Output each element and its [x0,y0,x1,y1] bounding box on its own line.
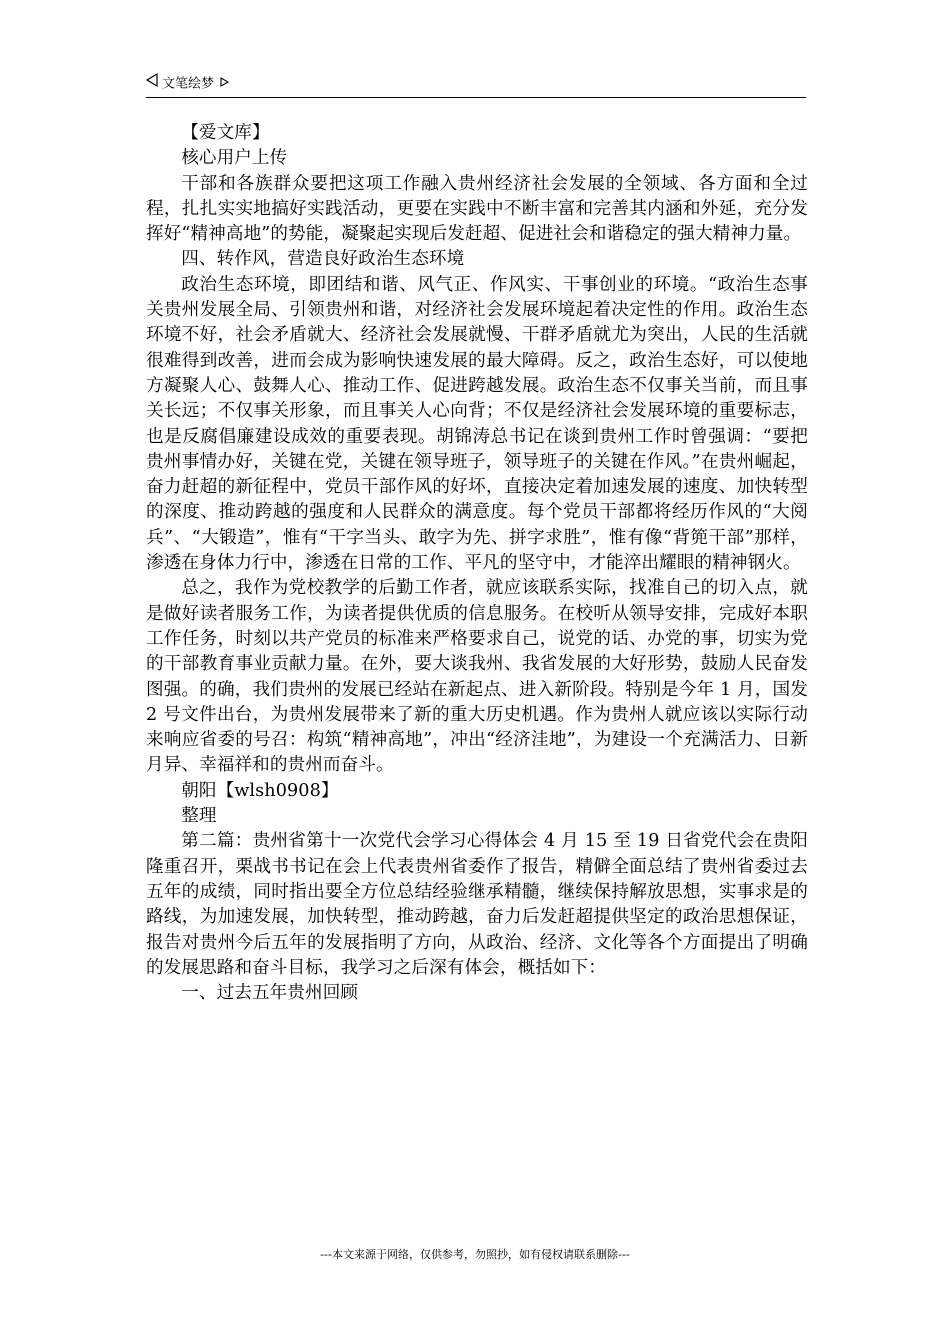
section-heading: 一、过去五年贵州回顾 [181,983,359,1004]
paragraph: 干部和各族群众要把这项工作融入贵州经济社会发展的全领域、各方面和全过程，扎扎实实地搞好实践活动，更要在实践中不断丰富和完善其内涵和外延，充分发挥好“精神高地”的势能，凝聚起实现后发赶超、促进社会和谐稳定的强大精神力量。 [146,173,808,245]
paragraph: 总之，我作为党校教学的后勤工作者，就应该联系实际，找准自己的切入点，就是做好读者服务工作，为读者提供优质的信息服务。在校听从领导安排，完成好本职工作任务，时刻以共产党员的标准来严格要求自己，说党的话、办党的事，切实为党的干部教育事业贡献力量。在外，要大谈我州、我省发展的大好形势，鼓励人民奋发图强。的确，我们贵州的发展已经站在新起点、进入新阶段。特别是今年 1 月，国发 2 号文件出台，为贵州发展带来了新的重大历史机遇。作为贵州人就应该以实际行动来响应省委的号召：构筑“精神高地”，冲出“经济洼地”，为建设一个充满活力、日新月异、幸福祥和的贵州而奋斗。 [146,578,808,776]
document-body [146,121,808,1006]
page-header [146,73,806,97]
paragraph: 【爱文库】 [181,123,270,143]
section-heading: 四、转作风，营造良好政治生态环境 [181,249,465,270]
triangle-right-icon [220,73,229,95]
paragraph: 整理 [181,806,217,827]
page-footer: ---本文来源于网络，仅供参考，勿照抄，如有侵权请联系删除--- [320,1248,630,1261]
paragraph: 第二篇：贵州省第十一次党代会学习心得体会 4 月 15 至 19 日省党代会在贵阳隆重召开，栗战书书记在会上代表贵州省委作了报告，精僻全面总结了贵州省委过去五年的成绩，同时指出要全方位总结经验继承精髓，继续保持解放思想，实事求是的路线，为加速发展，加快转型，推动跨越，奋力后发赶超提供坚定的政治思想保证，报告对贵州今后五年的发展指明了方向，从政治、经济、文化等各个方面提出了明确的发展思路和奋斗目标，我学习之后深有体会，概括如下： [146,831,808,978]
paragraph: 朝阳【wlsh0908】 [181,780,339,801]
paragraph: 核心用户上传 [181,148,288,169]
paragraph: 政治生态环境，即团结和谐、风气正、作风实、干事创业的环境。“政治生态事关贵州发展全局、引领贵州和谐，对经济社会发展环境起着决定性的作用。政治生态环境不好，社会矛盾就大、经济社会发展就慢、干群矛盾就尤为突出，人民的生活就很难得到改善，进而会成为影响快速发展的最大障碍。反之，政治生态好，可以使地方凝聚人心、鼓舞人心、推动工作、促进跨越发展。政治生态不仅事关当前，而且事关长远；不仅事关形象，而且事关人心向背；不仅是经济社会发展环境的重要标志，也是反腐倡廉建设成效的重要表现。胡锦涛总书记在谈到贵州工作时曾强调：“要把贵州事情办好，关键在党，关键在领导班子，领导班子的关键在作风。”在贵州崛起，奋力赶超的新征程中，党员干部作风的好坏，直接决定着加速发展的速度、加快转型的深度、推动跨越的强度和人民群众的满意度。每个党员干部都将经历作风的“大阅兵”、“大锻造”，惟有“干字当头、敢字为先、拼字求胜”，惟有像“背篼干部”那样，渗透在身体力行中，渗透在日常的工作、平凡的坚守中，才能淬出耀眼的精神钢火。 [146,274,808,574]
triangle-left-icon [146,73,158,95]
header-divider [146,97,806,98]
header-title: 文笔绘梦 [162,76,215,92]
